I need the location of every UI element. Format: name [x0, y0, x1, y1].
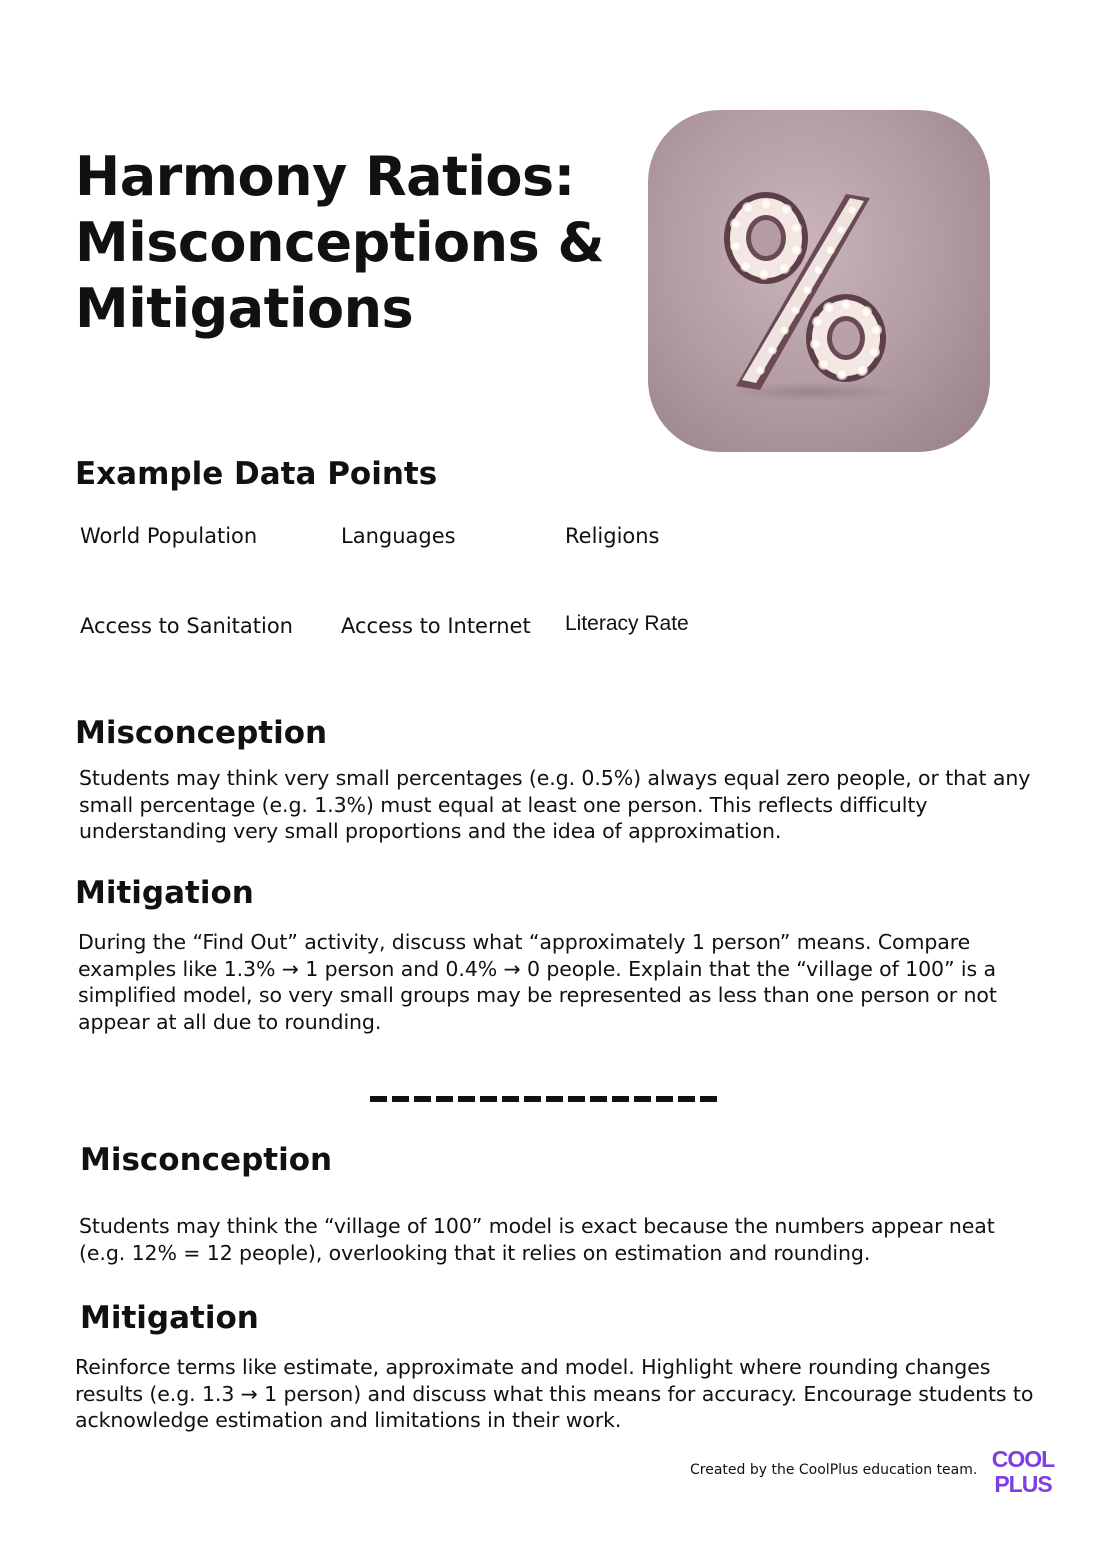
- mitigation-heading: Mitigation: [80, 1300, 259, 1336]
- data-point-item: Literacy Rate: [565, 612, 689, 635]
- footer-credit: Created by the CoolPlus education team.: [690, 1462, 978, 1478]
- data-points-heading: Example Data Points: [75, 456, 438, 492]
- misconception-text: Students may think very small percentages (e.g. 0.5%) always equal zero people, or that any small percentage (e.g. 1.3%) must equal at least one person. This reflects difficulty understanding very small proportions and the idea of approximation.: [79, 766, 1031, 843]
- mitigation-text: During the “Find Out” activity, discuss what “approximately 1 person” means. Compare examples like 1.3% → 1 person and 0.4% → 0 people. Explain that the “village of 100” is a simplified model, so very small groups may be represented as less than one person or not appear at all due to rounding.: [78, 930, 997, 1034]
- data-point-item: Access to Sanitation: [80, 614, 293, 638]
- mitigation-text: Reinforce terms like estimate, approximate and model. Highlight where rounding changes results (e.g. 1.3 → 1 person) and discuss what this means for accuracy. Encourage students to acknowledge estimation and limitations in their work.: [75, 1355, 1034, 1432]
- misconception-heading: Misconception: [75, 715, 328, 751]
- data-point-item: Languages: [341, 524, 456, 548]
- misconception-heading: Misconception: [80, 1142, 333, 1178]
- section-divider: [370, 1096, 720, 1102]
- logo-line-1: COOL: [991, 1446, 1055, 1472]
- percent-sign-icon: [648, 110, 990, 452]
- data-point-item: Religions: [565, 524, 660, 548]
- coolplus-logo: [984, 1444, 1062, 1496]
- misconception-text: Students may think the “village of 100” model is exact because the numbers appear neat (e.g. 12% = 12 people), overlooking that it relies on estimation and rounding.: [79, 1214, 995, 1265]
- data-point-item: Access to Internet: [341, 614, 531, 638]
- page-title: Harmony Ratios: Misconceptions & Mitigations: [75, 145, 605, 340]
- logo-line-2: PLUS: [994, 1471, 1052, 1496]
- data-point-item: World Population: [80, 524, 258, 548]
- hero-image: [648, 110, 990, 452]
- mitigation-heading: Mitigation: [75, 875, 254, 911]
